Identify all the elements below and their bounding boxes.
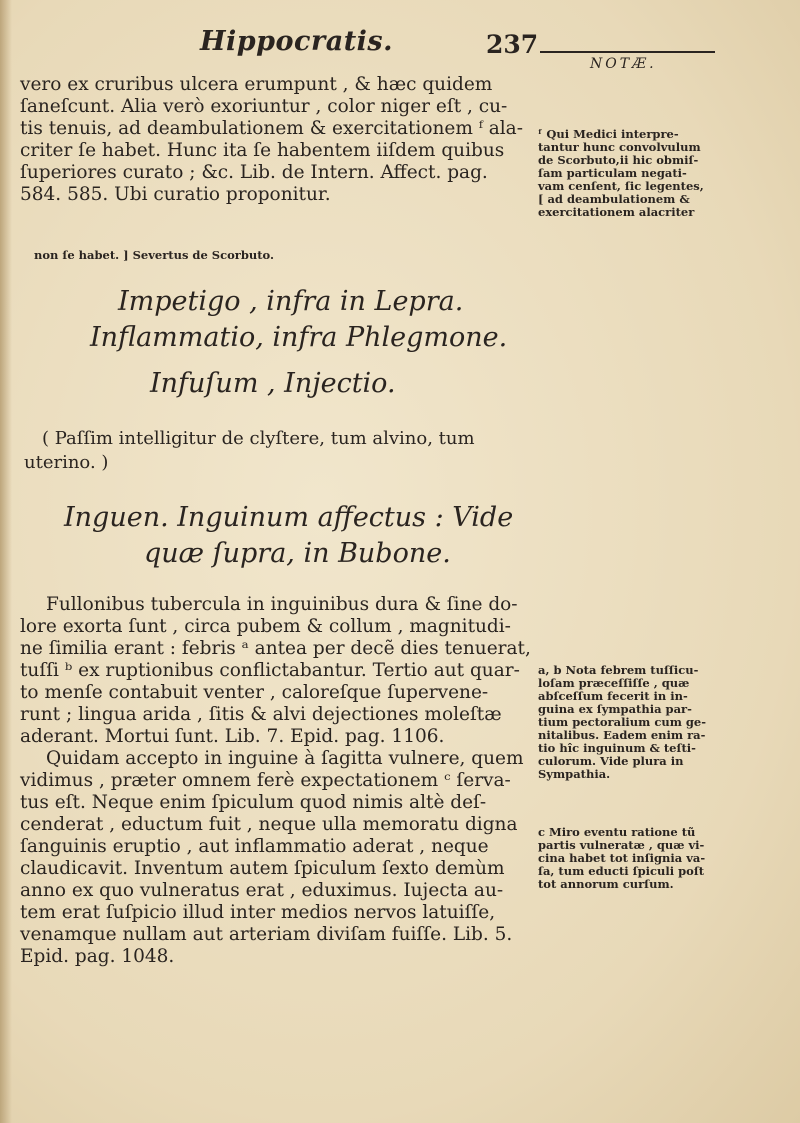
text-line: tuſſi ᵇ ex ruptionibus conflictabantur. Tertio aut quar- [20,660,520,681]
infusum-note: ( Paſſim intelligitur de clyſtere, tum alvino, tum [42,428,475,449]
entry-inflammatio: Inflammatio, infra Phlegmone. [90,322,508,353]
entry-inguen: Inguen. Inguinum affectus : Vide [64,502,514,533]
margin-line: c Miro eventu ratione tũ [538,825,696,839]
notae-label: NOTÆ. [590,56,657,72]
text-line: venamque nullam aut arteriam diviſam fuiſſe. Lib. 5. [20,924,513,945]
margin-note-f [538,128,763,219]
text-line: to menſe contabuit venter , caloreſque ſupervene- [20,682,489,703]
margin-line: cina habet tot inſignia va- [538,851,706,865]
margin-line: ſa, tum educti ſpiculi poſt [538,864,705,878]
section1-text [20,74,530,206]
text-line: vero ex cruribus ulcera erumpunt , & hæc quidem [20,74,493,95]
text-line: ne ſimilia erant : febris ᵃ antea per decẽ dies tenuerat, [20,638,531,659]
text-line: vidimus , præter omnem ferè expectationem ᶜ ſerva- [20,770,511,791]
margin-line: partis vulneratæ , quæ vi- [538,838,705,852]
margin-line: tium pectoralium cum ge- [538,715,707,729]
text-line: claudicavit. Inventum autem ſpiculum ſexto demùm [20,858,505,879]
margin-note-ab [538,664,763,781]
entry-impetigo: Impetigo , infra in Lepra. [118,286,464,317]
text-line: ſaneſcunt. Alia verò exoriuntur , color niger eſt , cu- [20,96,508,117]
text-line: tem erat ſuſpicio illud inter medios nervos latuiſſe, [20,902,496,923]
margin-line: a, b Nota febrem tuſſicu- [538,663,699,677]
text-line: lore exorta ſunt , circa pubem & collum , magnitudi- [20,616,511,637]
margin-line: culorum. Vide plura in [538,754,684,768]
margin-line: ſam particulam negati- [538,166,687,180]
margin-line: loſam præceſſiſſe , quæ [538,676,690,690]
text-line: tis tenuis, ad deambulationem & exercitationem ᶠ ala- [20,118,523,139]
text-line: aderant. Mortui ſunt. Lib. 7. Epid. pag. 1106. [20,726,445,747]
margin-line: abſceſſum fecerit in in- [538,689,688,703]
text-line: cenderat , eductum fuit , neque ulla memoratu digna [20,814,518,835]
entry-infusum: Infuſum , Injectio. [150,368,396,399]
margin-line: tio hîc inguinum & teſti- [538,741,696,755]
text-line: 584. 585. Ubi curatio proponitur. [20,184,331,205]
margin-line: exercitationem alacriter [538,205,695,219]
infusum-note: uterino. ) [24,452,109,473]
page-gutter-shadow [0,0,12,1123]
margin-line: tantur hunc convolvulum [538,140,701,154]
margin-line: Sympathia. [538,767,611,781]
section2-text [20,594,530,968]
margin-line: nitalibus. Eadem enim ra- [538,728,706,742]
text-line: runt ; lingua arida , ſitis & alvi dejectiones moleſtæ [20,704,502,725]
running-head: Hippocratis. [200,26,394,57]
margin-line: guina ex ſympathia par- [538,702,692,716]
notae-rule [540,51,715,53]
text-line: ſuperiores curato ; &c. Lib. de Intern. Affect. pag. [20,162,488,183]
text-line: tus eſt. Neque enim ſpiculum quod nimis altè deſ- [20,792,487,813]
text-line: ſanguinis eruptio , aut inflammatio aderat , neque [20,836,489,857]
margin-line: de Scorbuto,ii hic obmiſ- [538,153,699,167]
text-line: anno ex quo vulneratus erat , eduximus. Iujecta au- [20,880,504,901]
margin-note-c [538,826,763,891]
footnote-continuation: non ſe habet. ] Severtus de Scorbuto. [34,248,275,262]
margin-line: vam cenſent, ſic legentes, [538,179,704,193]
entry-inguen-ref: quæ ſupra, in Bubone. [144,538,451,569]
margin-line: ᶠ Qui Medici interpre- [538,127,679,141]
text-line: Epid. pag. 1048. [20,946,175,967]
text-line: Fullonibus tubercula in inguinibus dura & ſine do- [46,594,518,615]
margin-line: [ ad deambulationem & [538,192,690,206]
margin-line: tot annorum curſum. [538,877,674,891]
text-line: criter ſe habet. Hunc ita ſe habentem iiſdem quibus [20,140,505,161]
page-number: 237 [486,30,539,59]
text-line: Quidam accepto in inguine à ſagitta vulnere, quem [46,748,524,769]
